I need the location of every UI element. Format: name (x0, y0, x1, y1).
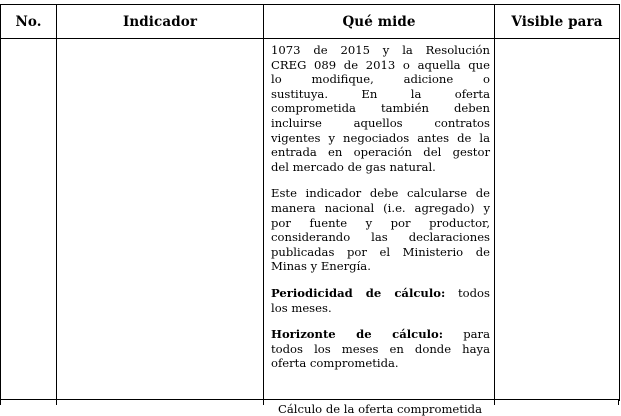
periodicidad-value-1: todos (458, 285, 490, 300)
text-line: del mercado de gas natural. (271, 159, 436, 174)
horizonte-value-1: para (463, 327, 490, 342)
header-indicador: Indicador (57, 5, 264, 39)
text-line: 1073 de 2015 y la Resolución (271, 43, 490, 57)
text-line: por fuente y por productor, (271, 215, 490, 230)
text-line: lo modifique, adicione o (271, 72, 490, 87)
text-line: manera nacional (i.e. agregado) y (271, 200, 490, 215)
text-line: CREG 089 de 2013 o aquella que (271, 57, 490, 72)
cell-indicador (57, 39, 264, 401)
periodicidad-value-2: los meses. (271, 300, 332, 315)
text-line: comprometida también deben (271, 101, 490, 116)
next-row-border-no (56, 399, 57, 405)
next-row-border-indicador (263, 399, 264, 405)
next-row-border-left (0, 399, 1, 405)
text-line: Este indicador debe calcularse de (271, 186, 490, 201)
horizonte-value-3: oferta comprometida. (271, 356, 399, 371)
paragraph-horizonte (271, 327, 490, 371)
row-divider (0, 399, 619, 400)
cell-que-mide (264, 39, 495, 401)
table-row (1, 39, 620, 401)
indicators-table (0, 4, 620, 401)
periodicidad-label: Periodicidad de cálculo: (271, 285, 446, 300)
text-line: sustituya. En la oferta (271, 86, 490, 101)
horizonte-value-2: todos los meses en donde haya (271, 341, 490, 356)
text-line: publicadas por el Ministerio de (271, 244, 490, 259)
next-row-start (0, 399, 619, 416)
next-row-border-mide (494, 399, 495, 405)
paragraph-periodicidad (271, 286, 490, 315)
text-line: considerando las declaraciones (271, 230, 490, 245)
text-line: vigentes y negociados antes de la (271, 130, 490, 145)
horizonte-label: Horizonte de cálculo: (271, 327, 444, 342)
paragraph-calculo-nacional (271, 186, 490, 274)
next-row-border-right (618, 399, 619, 405)
header-no: No. (1, 5, 57, 39)
paragraph-oferta-comprometida (271, 43, 490, 174)
text-line: entrada en operación del gestor (271, 145, 490, 160)
header-que-mide: Qué mide (264, 5, 495, 39)
text-line: Minas y Energía. (271, 259, 371, 274)
text-line: incluirse aquellos contratos (271, 115, 490, 130)
cell-visible-para (495, 39, 620, 401)
header-visible-para: Visible para (495, 5, 620, 39)
table-header-row (1, 5, 620, 39)
cell-no (1, 39, 57, 401)
next-row-cutoff-text: Cálculo de la oferta comprometida (278, 402, 482, 416)
